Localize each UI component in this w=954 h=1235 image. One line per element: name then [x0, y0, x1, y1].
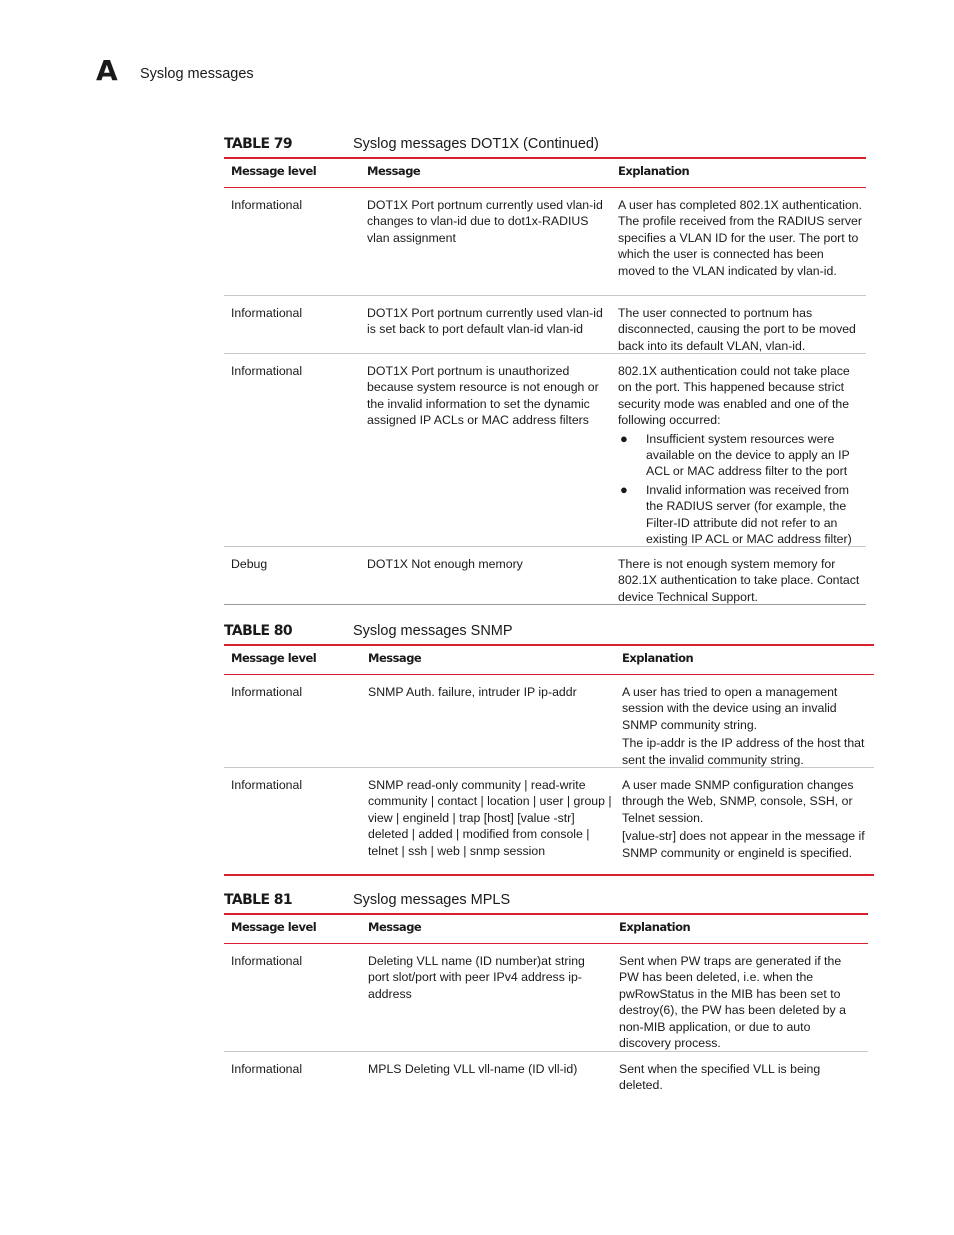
message-text: DOT1X Port portnum currently used vlan-id changes to vlan-id due to dot1x-RADIUS vlan assignment — [367, 198, 603, 245]
table-row — [224, 296, 866, 354]
table-80 — [224, 644, 874, 876]
message-text: DOT1X Port portnum is unauthorized because system resource is not enough or the invalid information to set the dynamic assigned IP ACLs or MAC address filters — [367, 364, 599, 428]
table-number: TABLE 81 — [224, 892, 293, 908]
table-header-row — [224, 159, 866, 188]
table-row — [224, 547, 866, 605]
table-title: Syslog messages MPLS — [353, 892, 511, 908]
explanation-text: A user has completed 802.1X authentication. The profile received from the RADIUS server specifies a VLAN ID for the user. The port to which the user is connected has been moved to the VLAN indicated by vlan-id. — [618, 198, 863, 278]
explanation-text: There is not enough system memory for 802.1X authentication to take place. Contact device Technical Support. — [618, 557, 860, 604]
table-row — [224, 944, 868, 1052]
bullet-item — [618, 482, 863, 548]
table-title: Syslog messages SNMP — [353, 623, 513, 639]
table-header-row — [224, 646, 874, 675]
message-level: Informational — [231, 954, 303, 968]
table-81 — [224, 913, 868, 1100]
column-header-message: Message — [368, 651, 422, 665]
message-text: Deleting VLL name (ID number)at string port slot/port with peer IPv4 address ip-address — [368, 954, 585, 1001]
bullet-text: Insufficient system resources were available on the device to apply an IP ACL or MAC address filter to the port — [646, 431, 850, 479]
message-text: SNMP read-only community | read-write community | contact | location | user | group | view | engineld | trap [host] [value -str] deleted | added | modified from console | telnet | ssh | web | snmp session — [368, 778, 612, 858]
table-row — [224, 1052, 868, 1100]
column-header-explanation: Explanation — [622, 651, 694, 665]
message-level: Informational — [231, 306, 303, 320]
appendix-letter: A — [96, 54, 117, 87]
message-level: Informational — [231, 364, 303, 378]
table-79 — [224, 157, 866, 605]
running-head: Syslog messages — [140, 66, 254, 82]
table-row — [224, 354, 866, 547]
column-header-explanation: Explanation — [619, 920, 691, 934]
explanation-text: Sent when the specified VLL is being deleted. — [619, 1062, 821, 1093]
explanation-note: [value-str] does not appear in the message if SNMP community or engineld is specified. — [622, 829, 865, 860]
bullet-icon: ● — [620, 430, 628, 446]
table-row — [224, 188, 866, 296]
bullet-text: Invalid information was received from the RADIUS server (for example, the Filter-ID attribute did not refer to an existing IP ACL or MAC address filter) — [646, 482, 852, 547]
bullet-list — [618, 431, 863, 548]
explanation-text: 802.1X authentication could not take place on the port. This happened because strict security mode was enabled and one of the following occurred: — [618, 364, 850, 428]
table-row — [224, 675, 874, 768]
message-level: Debug — [231, 557, 268, 571]
explanation-cell — [622, 768, 872, 861]
bullet-item — [618, 431, 863, 480]
message-level: Informational — [231, 198, 303, 212]
column-header-level: Message level — [231, 920, 317, 934]
column-header-level: Message level — [231, 164, 317, 178]
table-header-row — [224, 915, 868, 944]
explanation-text: Sent when PW traps are generated if the PW has been deleted, i.e. when the pwRowStatus in the MIB has been set to destroy(6), the PW has been deleted by a non-MIB application, or due to auto discovery process. — [619, 954, 846, 1051]
table-row — [224, 768, 874, 874]
table-number: TABLE 79 — [224, 136, 293, 152]
explanation-text: A user has tried to open a management session with the device using an invalid SNMP community string. — [622, 685, 838, 732]
explanation-text: A user made SNMP configuration changes through the Web, SNMP, console, SSH, or Telnet session. — [622, 778, 854, 825]
message-level: Informational — [231, 1062, 303, 1076]
message-level: Informational — [231, 778, 303, 792]
explanation-text: The user connected to portnum has disconnected, causing the port to be moved back into its default VLAN, vlan-id. — [618, 306, 856, 353]
explanation-cell — [618, 354, 863, 549]
column-header-message: Message — [367, 164, 421, 178]
column-header-explanation: Explanation — [618, 164, 690, 178]
message-level: Informational — [231, 685, 303, 699]
explanation-cell — [622, 675, 872, 768]
message-text: SNMP Auth. failure, intruder IP ip-addr — [368, 685, 577, 699]
table-title: Syslog messages DOT1X (Continued) — [353, 136, 599, 152]
message-text: MPLS Deleting VLL vll-name (ID vll-id) — [368, 1062, 578, 1076]
column-header-level: Message level — [231, 651, 317, 665]
bullet-icon: ● — [620, 481, 628, 497]
message-text: DOT1X Not enough memory — [367, 557, 523, 571]
column-header-message: Message — [368, 920, 422, 934]
table-number: TABLE 80 — [224, 623, 293, 639]
explanation-note: The ip-addr is the IP address of the host that sent the invalid community string. — [622, 736, 865, 767]
message-text: DOT1X Port portnum currently used vlan-id is set back to port default vlan-id vlan-id — [367, 306, 603, 337]
